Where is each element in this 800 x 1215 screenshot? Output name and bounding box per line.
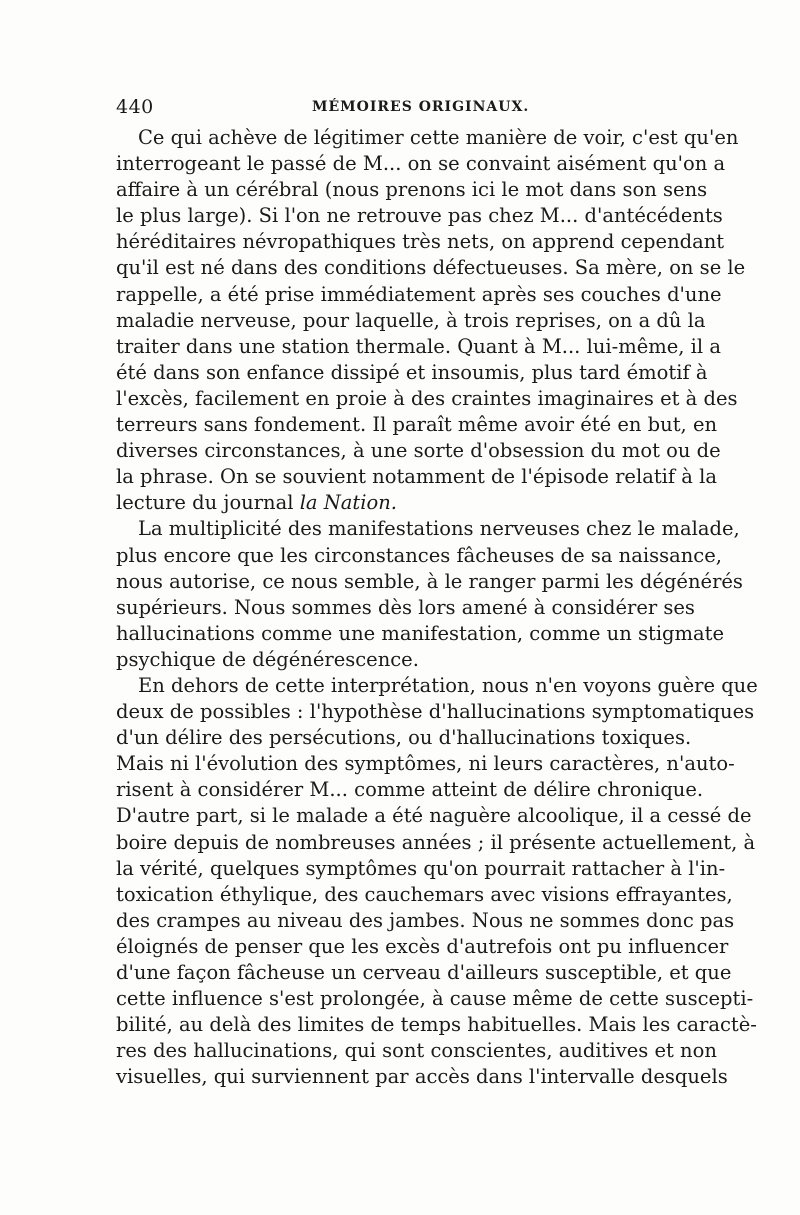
text-line: traiter dans une station thermale. Quant à M... lui-même, il a [116,334,721,358]
text-line: rappelle, a été prise immédiatement après ses couches d'une [116,282,722,306]
text-line: psychique de dégénérescence. [116,647,419,671]
text-line: En dehors de cette interprétation, nous n'en voyons guère que [138,673,758,697]
text-line: des crampes au niveau des jambes. Nous ne sommes donc pas [116,908,735,932]
paragraph-1 [116,125,746,516]
text-line: boire depuis de nombreuses années ; il présente actuellement, à [116,830,756,854]
text-line: d'un délire des persécutions, ou d'hallucinations toxiques. [116,726,692,750]
text-line: le plus large). Si l'on ne retrouve pas chez M... d'antécédents [116,204,723,228]
text-line: l'excès, facilement en proie à des craintes imaginaires et à des [116,386,738,410]
text-line: plus encore que les circonstances fâcheuses de sa naissance, [116,543,722,567]
text-line: bilité, au delà des limites de temps habituelles. Mais les caractè- [116,1013,757,1037]
text-line: héréditaires névropathiques très nets, on apprend cependant [116,230,725,254]
paragraph-2 [116,516,743,673]
text-line: La multiplicité des manifestations nerveuses chez le malade, [138,517,740,541]
text-line: la phrase. On se souvient notamment de l'épisode relatif à la [116,465,717,489]
text-line: affaire à un cérébral (nous prenons ici le mot dans son sens [116,178,708,202]
section-title: MÉMOIRES ORIGINAUX. [312,99,530,115]
journal-title-italic: la Nation. [299,491,398,515]
text-line: deux de possibles : l'hypothèse d'hallucinations symptomatiques [116,700,755,724]
text-line: toxication éthylique, des cauchemars avec visions effrayantes, [116,882,733,906]
text-line: Ce qui achève de légitimer cette manière de voir, c'est qu'en [138,126,739,149]
text-line: terreurs sans fondement. Il paraît même avoir été en but, en [116,413,718,437]
text-line: diverses circonstances, à une sorte d'obsession du mot ou de [116,439,721,463]
text-line: maladie nerveuse, pour laquelle, à trois reprises, on a dû la [116,308,706,332]
text-line: nous autorise, ce nous semble, à le ranger parmi les dégénérés [116,569,743,593]
page-number: 440 [116,96,154,118]
body-text [116,125,758,1090]
text-line: hallucinations comme une manifestation, comme un stigmate [116,621,725,645]
running-header [116,96,686,124]
text-line: risent à considérer M... comme atteint de délire chronique. [116,778,704,802]
text-line: qu'il est né dans des conditions défectueuses. Sa mère, on se le [116,256,746,280]
text-line: res des hallucinations, qui sont conscientes, auditives et non [116,1039,717,1063]
text-line-final [116,490,686,516]
text-line: cette influence s'est prolongée, à cause même de cette suscepti- [116,987,754,1011]
text-line: Mais ni l'évolution des symptômes, ni leurs caractères, n'auto- [116,752,735,776]
text-line: D'autre part, si le malade a été naguère alcoolique, il a cessé de [116,804,752,828]
text-line: été dans son enfance dissipé et insoumis, plus tard émotif à [116,360,708,384]
text-line: supérieurs. Nous sommes dès lors amené à considérer ses [116,595,695,619]
text-line: d'une façon fâcheuse un cerveau d'ailleurs susceptible, et que [116,961,732,984]
text-line: éloignés de penser que les excès d'autrefois ont pu influencer [116,934,729,958]
text-line: la vérité, quelques symptômes qu'on pourrait rattacher à l'in- [116,856,726,880]
text-line: visuelles, qui surviennent par accès dans l'intervalle desquels [116,1065,728,1089]
text-line: interrogeant le passé de M... on se convaint aisément qu'on a [116,152,726,176]
text-run: lecture du journal [116,491,300,515]
paragraph-3 [116,673,758,1091]
